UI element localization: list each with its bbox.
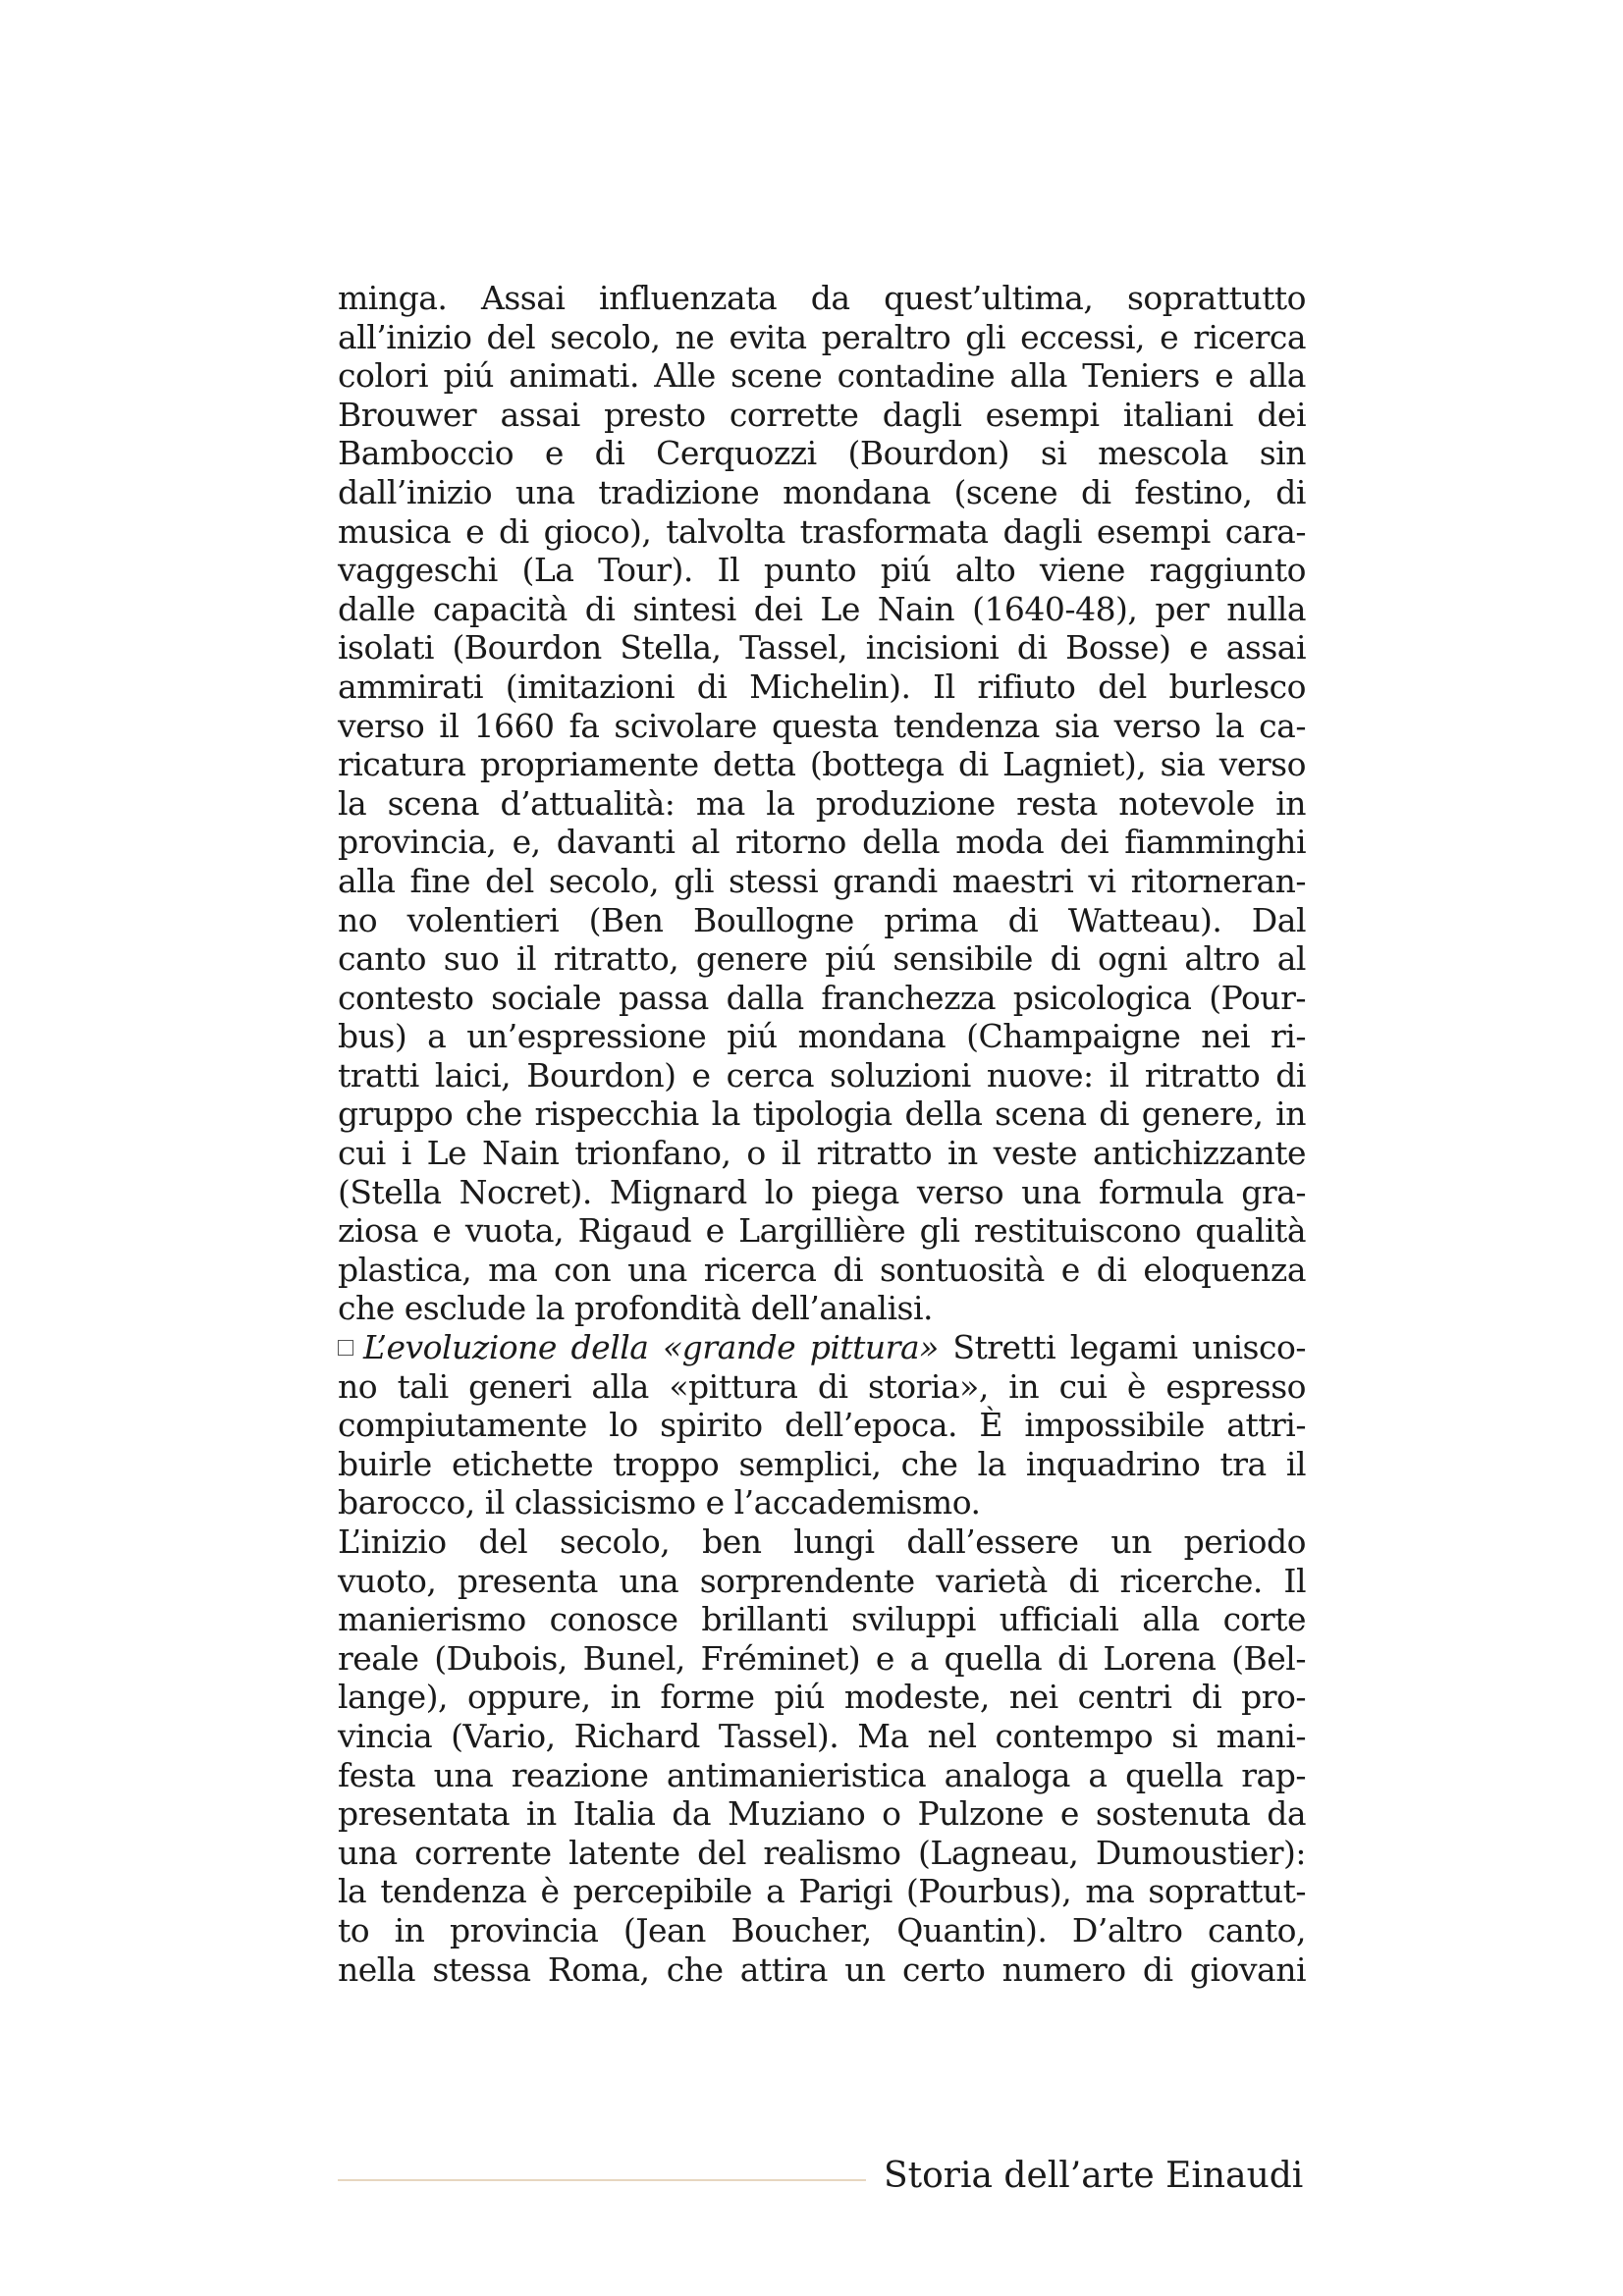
text-line: buirle etichette troppo semplici, che la inquadrino tra il (338, 1444, 1306, 1483)
text-line: canto suo il ritratto, genere piú sensibile di ogni altro al (338, 939, 1306, 979)
text-line: dall’inizio una tradizione mondana (scene di festino, di (338, 472, 1306, 511)
text-line: minga. Assai influenzata da quest’ultima, soprattutto (338, 279, 1306, 317)
text-line: ricatura propriamente detta (bottega di Lagniet), sia verso (338, 745, 1306, 784)
text-line: (Stella Nocret). Mignard lo piega verso una formula gra- (338, 1172, 1306, 1211)
text-line: tratti laici, Bourdon) e cerca soluzioni nuove: il ritratto di (338, 1055, 1306, 1095)
text-line: colori piú animati. Alle scene contadine alla Teniers e alla (338, 356, 1306, 396)
section-heading: L’evoluzione della «grande pittura» (363, 1328, 939, 1367)
text-line: provincia, e, davanti al ritorno della moda dei fiamminghi (338, 823, 1306, 862)
text-line: barocco, il classicismo e l’accademismo. (338, 1483, 981, 1522)
text-line: che esclude la profondità dell’analisi. (338, 1289, 934, 1328)
footer-rule (338, 2179, 866, 2181)
text-line: verso il 1660 fa scivolare questa tendenza sia verso la ca- (338, 706, 1306, 745)
text-line: dalle capacità di sintesi dei Le Nain (1640-48), per nulla (338, 589, 1306, 628)
text-line: vincia (Vario, Richard Tassel). Ma nel contempo si mani- (338, 1716, 1306, 1755)
text-line: gruppo che rispecchia la tipologia della scena di genere, in (338, 1095, 1306, 1134)
text-line: contesto sociale passa dalla franchezza psicologica (Pour- (338, 978, 1306, 1017)
text-line: lange), oppure, in forme piú modeste, nei centri di pro- (338, 1678, 1306, 1717)
text-line: no tali generi alla «pittura di storia», in cui è espresso (338, 1366, 1306, 1406)
text-line: vaggeschi (La Tour). Il punto piú alto viene raggiunto (338, 551, 1306, 590)
body-text (338, 279, 1306, 1989)
text-line: no volentieri (Ben Boullogne prima di Watteau). Dal (338, 900, 1306, 939)
text-line: cui i Le Nain trionfano, o il ritratto in veste antichizzante (338, 1134, 1306, 1173)
text-line: manierismo conosce brillanti sviluppi ufficiali alla corte (338, 1600, 1306, 1639)
text-line: ammirati (imitazioni di Michelin). Il rifiuto del burlesco (338, 667, 1306, 706)
footer-title: Storia dell’arte Einaudi (884, 2156, 1304, 2196)
text-line: reale (Dubois, Bunel, Fréminet) e a quella di Lorena (Bel- (338, 1638, 1306, 1678)
text-line: presentata in Italia da Muziano o Pulzone e sostenuta da (338, 1794, 1306, 1834)
text-line: la tendenza è percepibile a Parigi (Pourbus), ma soprattut- (338, 1872, 1306, 1911)
text-line: all’inizio del secolo, ne evita peraltro gli eccessi, e ricerca (338, 317, 1306, 356)
text-line: Bamboccio e di Cerquozzi (Bourdon) si mescola sin (338, 434, 1306, 473)
text-line: bus) a un’espressione piú mondana (Champaigne nei ri- (338, 1017, 1306, 1056)
section-mark-icon (338, 1340, 353, 1356)
text-line: isolati (Bourdon Stella, Tassel, incisioni di Bosse) e assai (338, 628, 1306, 667)
text-line: alla fine del secolo, gli stessi grandi maestri vi ritorneran- (338, 861, 1306, 900)
text-line: to in provincia (Jean Boucher, Quantin). D’altro canto, (338, 1910, 1306, 1949)
text-line: ziosa e vuota, Rigaud e Largillière gli restituiscono qualità (338, 1211, 1306, 1251)
text-line: vuoto, presenta una sorprendente varietà di ricerche. Il (338, 1561, 1306, 1600)
section-heading-rest: Stretti legami unisco- (938, 1328, 1306, 1367)
text-line: nella stessa Roma, che attira un certo numero di giovani (338, 1949, 1306, 1989)
text-line: musica e di gioco), talvolta trasformata dagli esempi cara- (338, 511, 1306, 551)
text-line: una corrente latente del realismo (Lagneau, Dumoustier): (338, 1833, 1306, 1872)
text-line: festa una reazione antimanieristica analoga a quella rap- (338, 1755, 1306, 1794)
text-line: L’inizio del secolo, ben lungi dall’essere un periodo (338, 1522, 1306, 1561)
paragraph-early-century (338, 1522, 1306, 1989)
section-grande-pittura (338, 1328, 1306, 1522)
text-line: Brouwer assai presto corrette dagli esempi italiani dei (338, 395, 1306, 434)
section-heading-line (338, 1328, 1306, 1367)
text-line: compiutamente lo spirito dell’epoca. È impossibile attri- (338, 1406, 1306, 1445)
text-line: plastica, ma con una ricerca di sontuosità e di eloquenza (338, 1250, 1306, 1289)
text-line: la scena d’attualità: ma la produzione resta notevole in (338, 783, 1306, 823)
paragraph-genre-painting (338, 279, 1306, 1328)
